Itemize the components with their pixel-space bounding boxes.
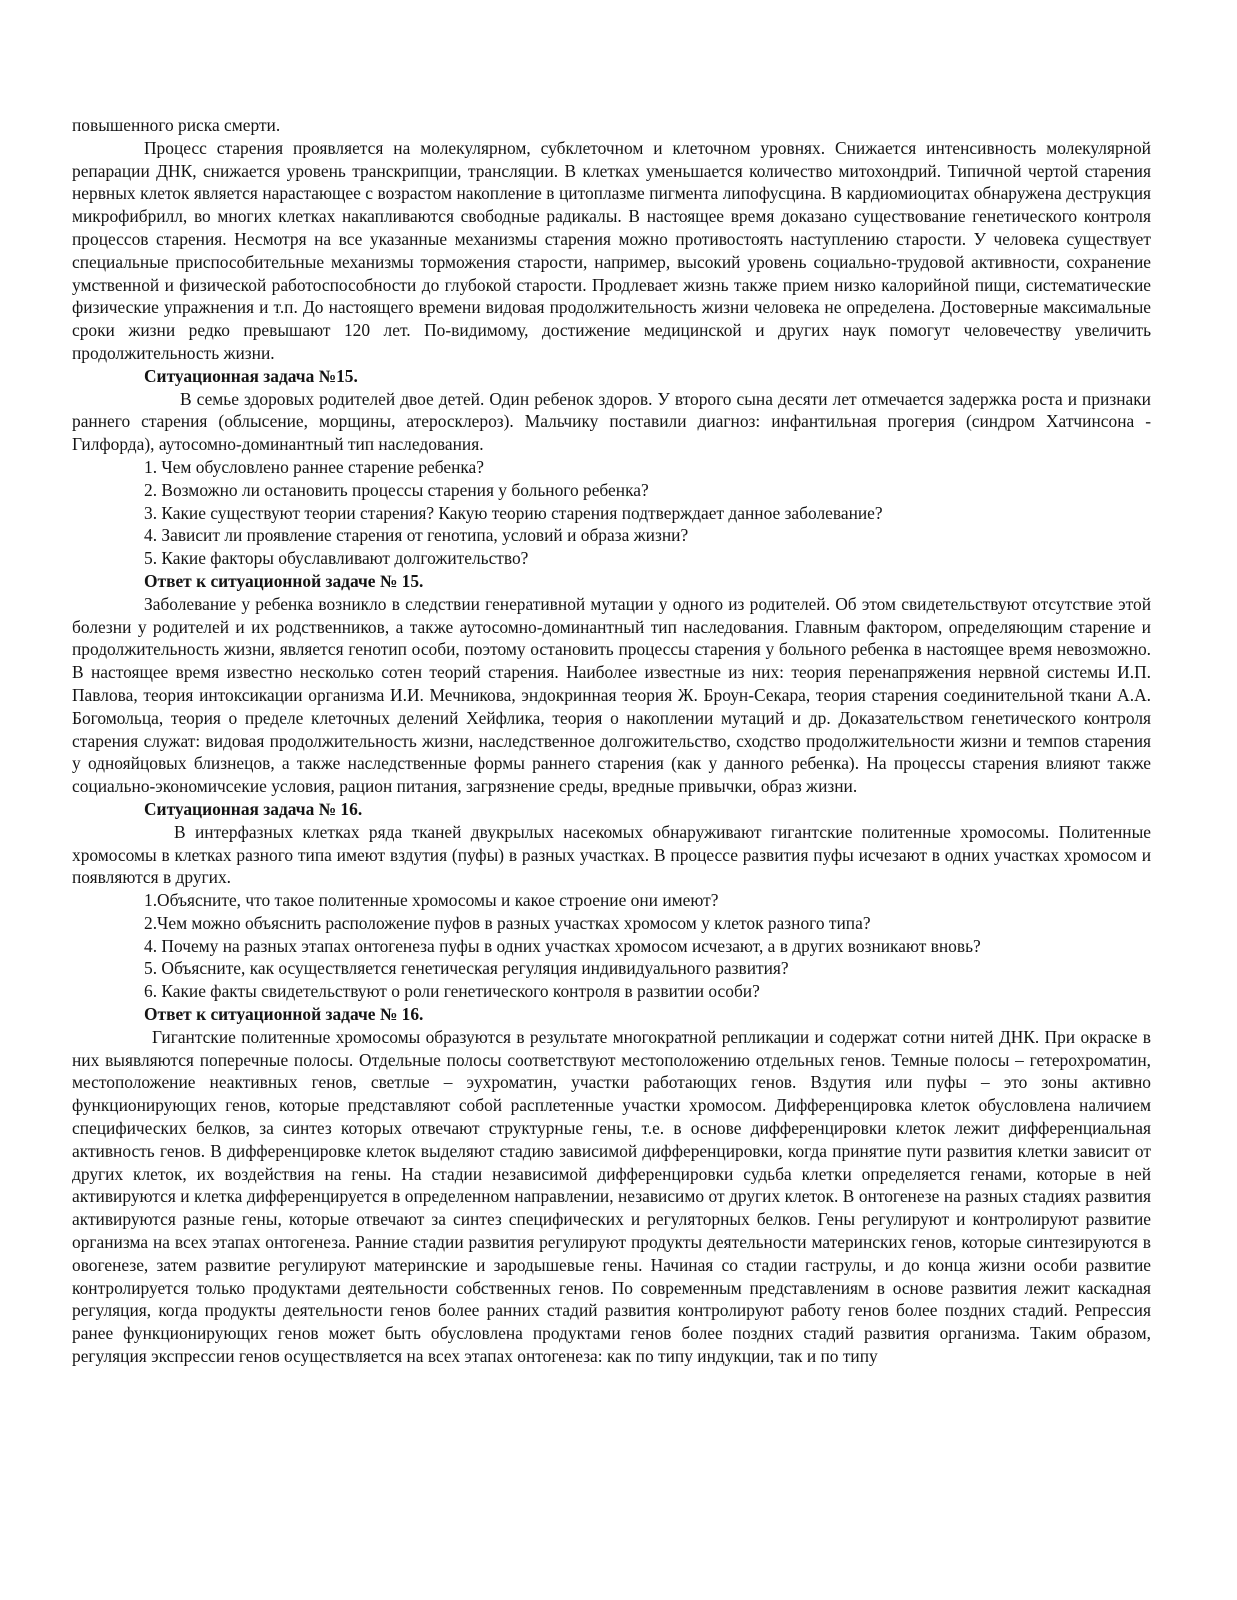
task15-heading: Ситуационная задача №15. [144,365,358,386]
task16-question: 4. Почему на разных этапах онтогенеза пуфы в одних участках хромосом исчезают, а в других возникают вновь? [144,935,981,956]
task15-question: 2. Возможно ли остановить процессы старения у больного ребенка? [144,479,649,500]
task16-heading: Ситуационная задача № 16. [144,798,363,819]
task15-answer-heading: Ответ к ситуационной задаче № 15. [144,570,424,591]
task16-question: 2.Чем можно объяснить расположение пуфов в разных участках хромосом у клеток разного типа? [144,912,871,933]
continuation-line: повышенного риска смерти. [72,115,281,135]
task15-question: 3. Какие существуют теории старения? Какую теорию старения подтверждает данное заболевание? [144,502,883,523]
task16-question: 6. Какие факты свидетельствуют о роли генетического контроля в развитии особи? [144,981,760,1002]
task16-question: 1.Объясните, что такое политенные хромосомы и какое строение они имеют? [144,890,719,911]
task16-answer-heading: Ответ к ситуационной задаче № 16. [144,1004,424,1025]
aging-paragraph: Процесс старения проявляется на молекулярном, субклеточном и клеточном уровнях. Снижается интенсивность молекулярной репарации ДНК, снижается уровень транскрипции, трансляции. В клетках уменьшается количество митохондрий. Типичной чертой старения нервных клеток является нарастающее с возрастом накопление в цитоплазме пигмента липофусцина. В кардиомиоцитах обнаружена деструкция микрофибрилл, во многих клетках накапливаются свободные радикалы. В настоящее время доказано существование генетического контроля процессов старения. Несмотря на все указанные механизмы старения можно противостоять наступлению старости. У человека существует специальные приспособительные механизмы торможения старости, например, высокий уровень социально-трудовой активности, сохранение умственной и физической работоспособности до глубокой старости. Продлевает жизнь также прием низко калорийной пищи, систематические физические упражнения и т.п. До настоящего времени видовая продолжительность жизни человека не определена. Достоверные максимальные сроки жизни редко превышают 120 лет. По-видимому, достижение медицинской и других наук помогут человечеству увеличить продолжительность жизни. [72,137,1151,363]
task16-answer: Гигантские политенные хромосомы образуются в результате многократной репликации и содержат сотни нитей ДНК. При окраске в них выявляются поперечные полосы. Отдельные полосы соответствуют местоположению отдельных генов. Темные полосы – гетерохроматин, местоположение неактивных генов, светлые – эухроматин, участки работающих генов. Вздутия или пуфы – это зоны активно функционирующих генов, которые представляют собой расплетенные участки хромосом. Дифференцировка клеток обусловлена наличием специфических белков, за синтез которых отвечают структурные гены, т.е. в основе дифференцировки клеток лежит дифференциальная активность генов. В дифференцировке клеток выделяют стадию зависимой дифференцировки, когда принятие пути развития клетки зависит от других клеток, их воздействия на гены. На стадии независимой дифференцировки судьба клетки определяется генами, которые в ней активируются и клетка дифференцируется в определенном направлении, независимо от других клеток. В онтогенезе на разных стадиях развития активируются разные гены, которые отвечают за синтез специфических и регуляторных белков. Гены регулируют и контролируют развитие организма на всех этапах онтогенеза. Ранние стадии развития регулируют продукты деятельности материнских генов, которые синтезируются в овогенезе, затем развитие регулируют материнские и зародышевые гены. Начиная со стадии гаструлы, и до конца жизни особи развитие контролируется только продуктами деятельности собственных генов. По современным представлениям в основе развития лежит каскадная регуляция, когда продукты деятельности генов более ранних стадий развития контролируют работу генов более поздних стадий. Репрессия ранее функционирующих генов может быть обусловлена продуктами генов более поздних стадий развития организма. Таким образом, регуляция экспрессии генов осуществляется на всех этапах онтогенеза: как по типу индукции, так и по типу [72,1026,1151,1367]
task16-question: 5. Объясните, как осуществляется генетическая регуляция индивидуального развития? [144,958,789,979]
task15-answer: Заболевание у ребенка возникло в следствии генеративной мутации у одного из родителей. Об этом свидетельствуют отсутствие этой болезни у родителей и их родственников, а также аутосомно-доминантный тип наследования. Главным фактором, определяющим старение и продолжительность жизни, является генотип особи, поэтому остановить процессы старения у больного ребенка в настоящее время невозможно. В настоящее время известно несколько сотен теорий старения. Наиболее известные из них: теория перенапряжения нервной системы И.П. Павлова, теория интоксикации организма И.И. Мечникова, эндокринная теория Ж. Броун-Секара, теория старения соединительной ткани А.А. Богомольца, теория о пределе клеточных делений Хейфлика, теория о накоплении мутаций и др. Доказательством генетического контроля старения служат: видовая продолжительность жизни, наследственное долгожительство, сходство продолжительности жизни и темпов старения у однояйцовых близнецов, а также наследственные формы раннего старения (как у данного ребенка). На процессы старения влияют также социально-экономичсекие условия, рацион питания, загрязнение среды, вредные привычки, образ жизни. [72,593,1151,797]
task16-text: В интерфазных клетках ряда тканей двукрылых насекомых обнаруживают гигантские политенные хромосомы. Политенные хромосомы в клетках разного типа имеют вздутия (пуфы) в разных участках. В процессе развития пуфы исчезают в одних участках хромосом и появляются в других. [72,821,1151,888]
task15-question: 1. Чем обусловлено раннее старение ребенка? [144,456,484,477]
task15-question: 4. Зависит ли проявление старения от генотипа, условий и образа жизни? [144,525,689,546]
task15-text: В семье здоровых родителей двое детей. Один ребенок здоров. У второго сына десяти лет отмечается задержка роста и признаки раннего старения (облысение, морщины, атеросклероз). Мальчику поставили диагноз: инфантильная прогерия (синдром Хатчинсона - Гилфорда), аутосомно-доминантный тип наследования. [72,388,1151,455]
task15-question: 5. Какие факторы обуславливают долгожительство? [144,548,529,569]
